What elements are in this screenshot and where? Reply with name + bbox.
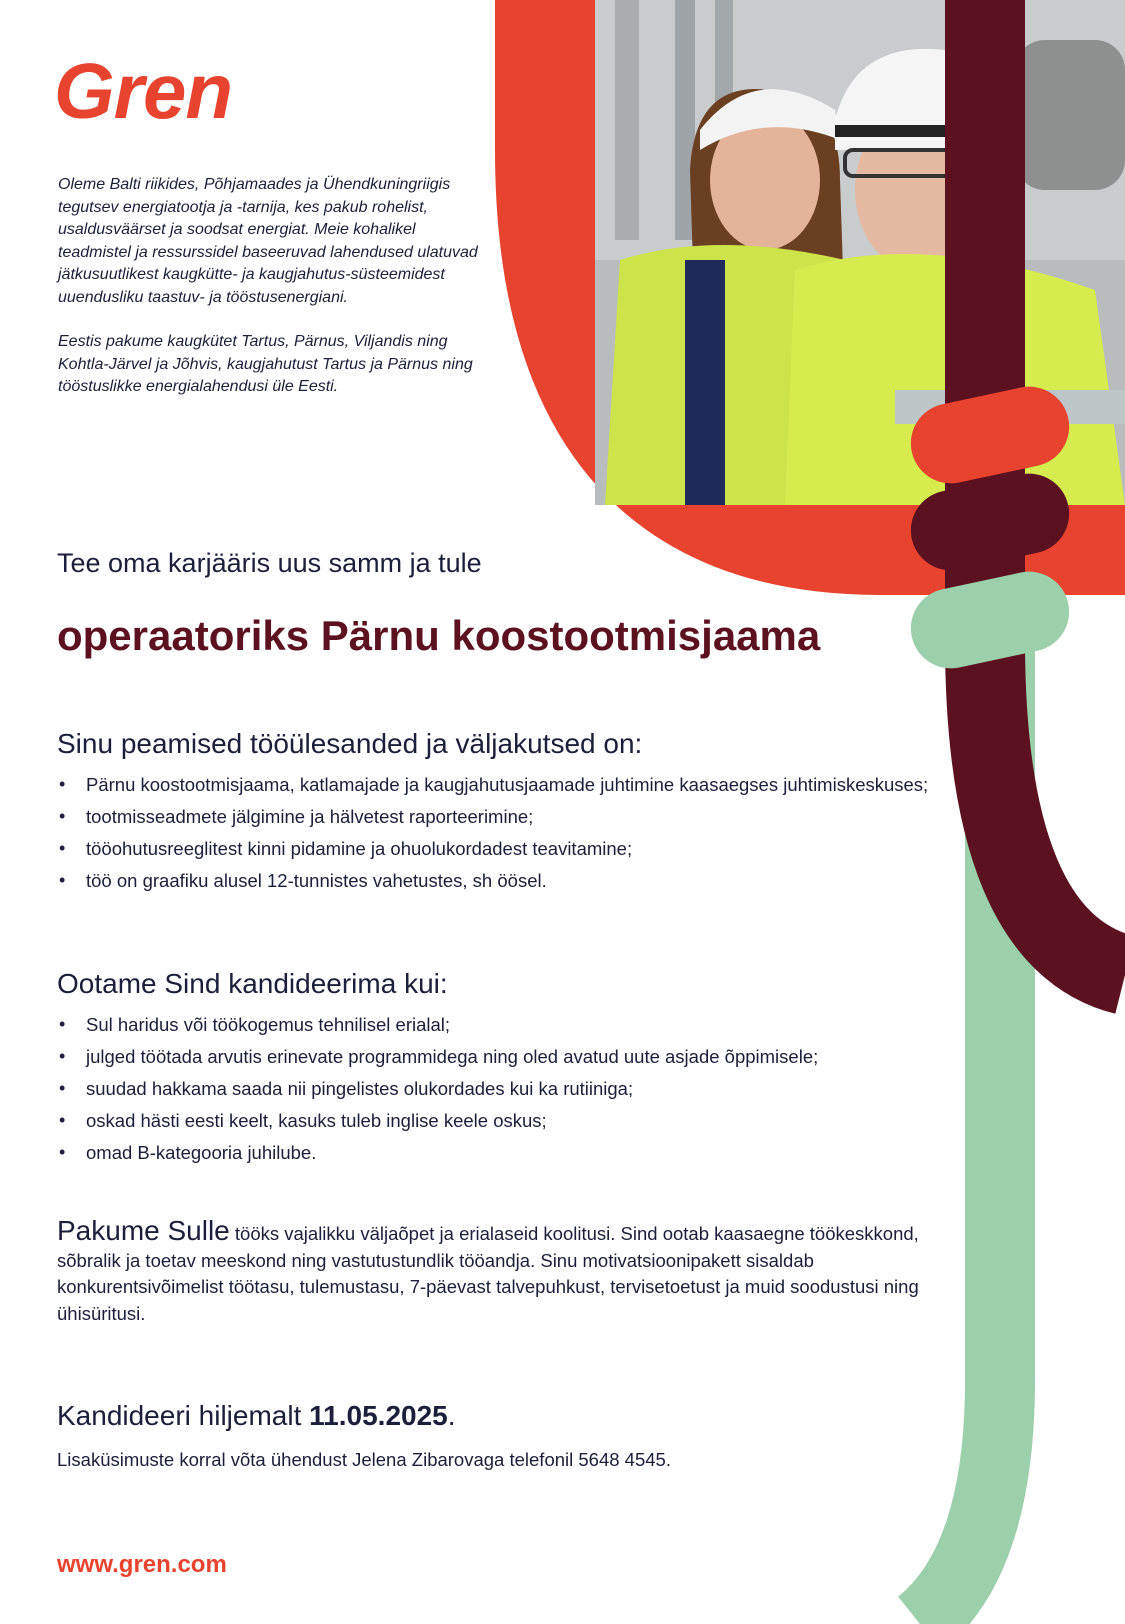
website-link[interactable]: www.gren.com	[57, 1551, 227, 1578]
list-item: • oskad hästi eesti keelt, kasuks tuleb inglise keele oskus;	[57, 1108, 937, 1133]
list-item: • tootmisseadmete jälgimine ja hälvetest raporteerimine;	[57, 804, 937, 829]
list-item: • suudad hakkama saada nii pingelistes olukordades kui ka rutiiniga;	[57, 1076, 937, 1101]
list-item: • Pärnu koostootmisjaama, katlamajade ja kaugjahutusjaamade juhtimine kaasaegses juhtimiskeskuses;	[57, 772, 937, 797]
offer-paragraph	[57, 1215, 947, 1327]
list-item: • töö on graafiku alusel 12-tunnistes vahetustes, sh öösel.	[57, 868, 937, 893]
deadline-suffix: .	[447, 1400, 456, 1431]
gren-logo	[54, 47, 233, 135]
list-item: • julged töötada arvutis erinevate programmidega ning oled avatud uute asjade õppimisele;	[57, 1044, 937, 1069]
list-item: • Sul haridus või töökogemus tehnilisel erialal;	[57, 1012, 937, 1037]
deadline	[57, 1400, 456, 1432]
requirements-section	[57, 968, 937, 1172]
intro-paragraph-2: Eestis pakume kaugkütet Tartus, Pärnus, Viljandis ning Kohtla-Järvel ja Jõhvis, kaugjahutust Tartus ja Pärnus ning tööstuslikke energialahendusi üle Eesti.	[58, 333, 473, 395]
offer-body: tööks vajalikku väljaõpet ja erialaseid koolitusi. Sind ootab kaasaegne töökeskkond, sõbralik ja toetav meeskond ning vastutustundlik tööandja. Sinu motivatsioonipakett sisaldab konkurentsivõimelist töötasu, tulemustasu, 7-päevast talvepuhkust, tervisetoetust ja muid soodustusi ning ühisüritusi.	[57, 1223, 919, 1324]
company-intro	[58, 174, 488, 421]
list-item: • omad B-kategooria juhilube.	[57, 1140, 937, 1165]
headline-lead: Tee oma karjääris uus samm ja tule	[57, 548, 482, 578]
headline-main: operaatoriks Pärnu koostootmisjaama	[57, 612, 821, 659]
duties-title: Sinu peamised tööülesanded ja väljakutsed on:	[57, 728, 643, 759]
logo-wordmark: Gren	[54, 47, 233, 135]
requirements-list	[57, 1012, 937, 1165]
duties-list	[57, 772, 937, 893]
requirements-title: Ootame Sind kandideerima kui:	[57, 968, 448, 999]
duties-section	[57, 728, 937, 900]
list-item: • tööohutusreeglitest kinni pidamine ja ohuolukordadest teavitamine;	[57, 836, 937, 861]
deadline-label: Kandideeri hiljemalt	[57, 1400, 302, 1431]
offer-lead: Pakume Sulle	[57, 1215, 230, 1246]
contact-info: Lisaküsimuste korral võta ühendust Jelena Zibarovaga telefonil 5648 4545.	[57, 1449, 671, 1470]
intro-paragraph-1: Oleme Balti riikides, Põhjamaades ja Ühendkuningriigis tegutsev energiatootja ja -tarnija, kes pakub rohelist, usaldusväärset ja soodsat energiat. Meie kohalikel teadmistel ja ressurssidel baseeruvad lahendused ulatuvad jätkusuutlikest kaugkütte- ja kaugjahutus-süsteemidest uuendusliku taastuv- ja tööstusenergiani.	[58, 176, 478, 306]
deadline-date: 11.05.2025	[309, 1400, 448, 1431]
